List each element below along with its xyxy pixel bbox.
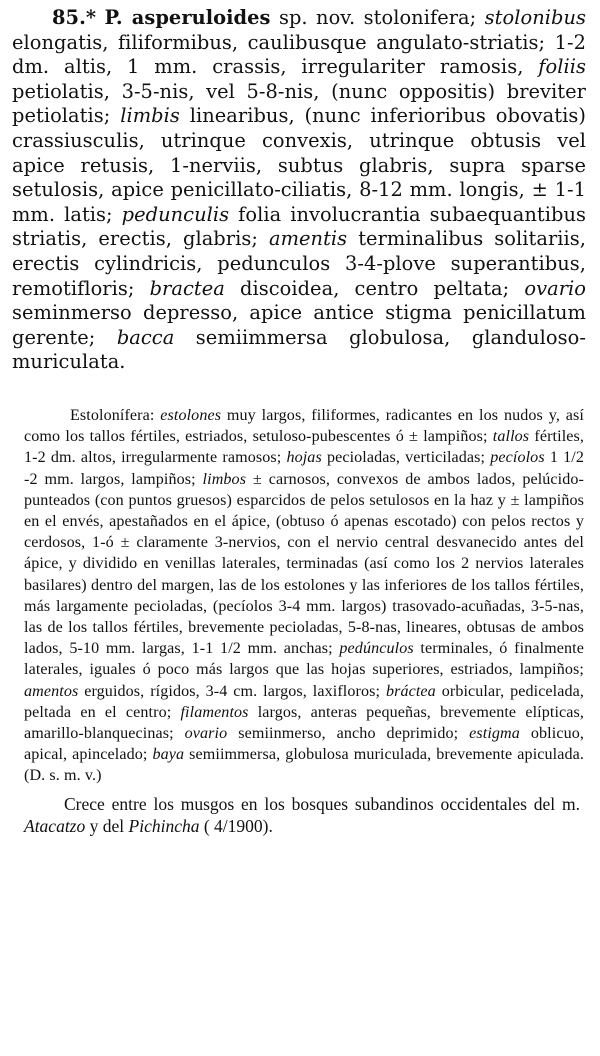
term-amentis: amentis <box>268 227 348 251</box>
spanish-description: Estolonífera: estolones muy largos, filiformes, radicantes en los nudos y, así como los tallos fértiles, estriados, setuloso-pubescentes ó ± lampiños; tallos fértiles, 1-2 dm. altos, irregularmente ramosos; hojas pecioladas, verticiladas; pecíolos 1 1/2 -2 mm. largos, lampiños; limbos ± carnosos, convexos de ambos lados, pelúcido-punteados (con puntos gruesos) esparcidos de pelos setulosos en la haz y ± lampiños en el envés, apestañados en el ápice, (obtuso ó apenas escotado) con pelos rectos y cerdosos, 1-ó ± claramente 3-nervios, con el nervio central desvanecido antes del ápice, y dividido en venillas laterales, terminadas (así como los 2 nervios laterales basilares) dentro del margen, las de los estolones y las inferiores de los tallos fértiles, más largamente pecioladas, (pecíolos 3-4 mm. largos) trasovado-acuñadas, 3-5-nas, las de los tallos fértiles, brevemente pecioladas, 5-8-nas, lineares, obtusas de ambos lados, 5-10 mm. largas, 1-1 1/2 mm. anchas; pedúnculos terminales, ó finalmente laterales, iguales ó poco más largos que las hojas superiores, estriados, lampiños; amentos erguidos, rígidos, 3-4 cm. largos, laxifloros; bráctea orbicular, pedicelada, peltada en el centro; filamentos largos, anteras pequeñas, brevemente elípticas, amarillo-blanquecinas; ovario semiinmerso, ancho deprimido; estigma oblicuo, apical, apincelado; baya semiimmersa, globulosa muriculada, brevemente apiculada. (D. s. m. v.) <box>24 406 585 785</box>
term-pedunculis: pedunculis <box>121 202 230 226</box>
term-bacca: bacca <box>116 325 175 349</box>
term-filamentos: filamentos <box>180 703 249 721</box>
entry-number: 85.* <box>52 6 97 29</box>
term-stolonibus: stolonibus <box>484 6 587 29</box>
term-estolones: estolones <box>160 406 222 424</box>
term-ovario-es: ovario <box>184 724 228 742</box>
place-atacatzo: Atacatzo <box>24 816 86 837</box>
collection-date: 4/1900 <box>214 816 263 837</box>
term-baya: baya <box>152 746 185 764</box>
latin-description: 85.* P. asperuloides sp. nov. stolonifera; stolonibus elongatis, filiformibus, caulibusque angulato-striatis; 1-2 dm. altis, 1 mm. crassis, irregulariter ramosis, foliis petiolatis, 3-5-nis, vel 5-8-nis, (nunc oppositis) breviter petiolatis; limbis linearibus, (nunc inferioribus obovatis) crassiusculis, utrinque convexis, utrinque obtusis vel apice retusis, 1-nerviis, subtus glabris, supra sparse setulosis, apice penicillato-ciliatis, 8-12 mm. longis, ± 1-1 mm. latis; pedunculis folia involucrantia subaequantibus striatis, erectis, glabris; amentis terminalibus solitariis, erectis cylindricis, pedunculos 3-4-plove superantibus, remotifloris; bractea discoidea, centro peltata; ovario seminmerso depresso, apice antice stigma penicillatum gerente; bacca semiimmersa globulosa, glanduloso-muriculata. <box>12 6 587 374</box>
term-bractea: bractea <box>149 276 225 300</box>
place-pichincha: Pichincha <box>128 816 200 837</box>
term-amentos: amentos <box>24 682 79 700</box>
term-limbos: limbos <box>202 470 247 488</box>
term-bractea-es: bráctea <box>385 682 436 700</box>
term-peciolos: pecíolos <box>490 449 545 467</box>
term-tallos: tallos <box>492 428 530 446</box>
term-foliis: foliis <box>538 55 586 79</box>
species-name: P. asperuloides <box>104 6 271 29</box>
term-ovario: ovario <box>524 276 587 300</box>
term-limbis: limbis <box>120 104 180 128</box>
habitat-note: Crece entre los musgos en los bosques subandinos occidentales del m. Atacatzo y del Pichincha ( 4/1900). <box>24 793 580 837</box>
term-estigma: estigma <box>469 724 520 742</box>
term-pedunculos: pedúnculos <box>339 640 414 658</box>
term-hojas: hojas <box>286 449 322 467</box>
